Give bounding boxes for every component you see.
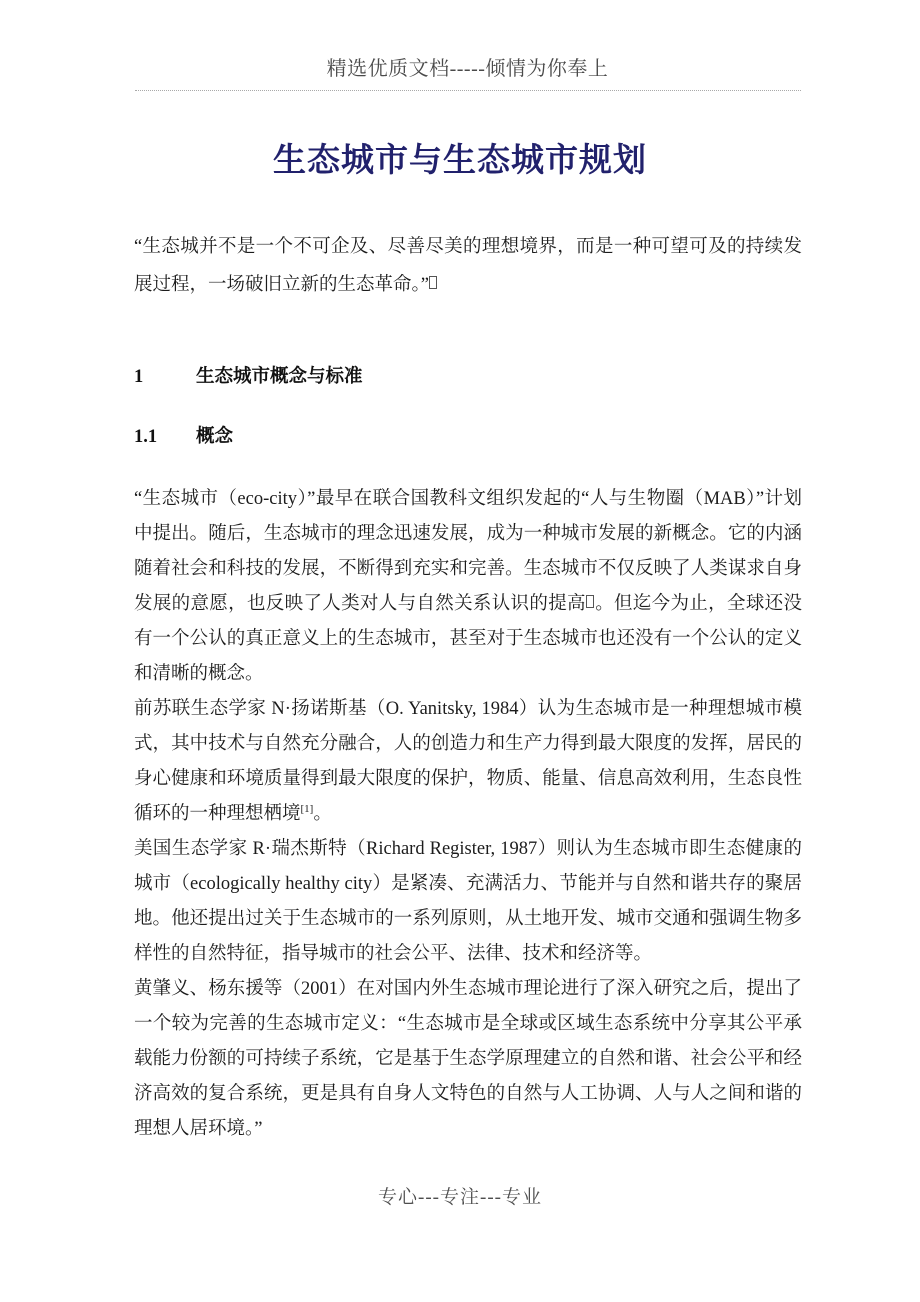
- running-footer: 专心---专注---专业: [378, 1187, 542, 1208]
- running-header: 精选优质文档-----倾情为你奉上: [326, 58, 609, 80]
- section-title: 生态城市概念与标准: [196, 367, 363, 387]
- page-title: 生态城市与生态城市规划: [273, 143, 647, 180]
- epigraph-block: [134, 228, 802, 304]
- body-paragraph-3: 美国生态学家 R·瑞杰斯特（Richard Register, 1987）则认为生态城市即生态健康的城市（ecologically healthy city）是紧凑、充满活力、节能并与自然和谐共存的聚居地。他还提出过关于生态城市的一系列原则，从土地开发、城市交通和强调生物多样性的自然特征，指导城市的社会公平、法律、技术和经济等。: [134, 839, 802, 964]
- paragraph-text: 前苏联生态学家 N·扬诺斯基（O. Yanitsky, 1984）认为生态城市是一种理想城市模式，其中技术与自然充分融合，人的创造力和生产力得到最大限度的发挥，居民的身心健康和环境质量得到最大限度的保护，物质、能量、信息高效利用，生态良性循环的一种理想栖境: [134, 699, 802, 824]
- header-divider: [135, 90, 801, 91]
- spacer: [134, 392, 802, 422]
- body-paragraph-4: 黄肇义、杨东援等（2001）在对国内外生态城市理论进行了深入研究之后，提出了一个较为完善的生态城市定义：“生态城市是全球或区域生态系统中分享其公平承载能力份额的可持续子系统，它是基于生态学原理建立的自然和谐、社会公平和经济高效的复合系统，更是具有自身人文特色的自然与人工协调、人与人之间和谐的理想人居环境。”: [134, 979, 802, 1139]
- citation-reference: [1]: [300, 802, 314, 815]
- document-body: [134, 228, 802, 1147]
- body-paragraph-1: [134, 482, 802, 692]
- missing-glyph-icon: [586, 595, 594, 608]
- missing-glyph-icon: [429, 276, 437, 289]
- body-paragraph-2: [134, 692, 802, 832]
- paragraph-text-end: 。: [313, 804, 332, 824]
- section-heading-1: [134, 362, 802, 392]
- section-number: 1: [134, 367, 144, 387]
- section-heading-1-1: [134, 422, 802, 452]
- epigraph-text: “生态城并不是一个不可企及、尽善尽美的理想境界，而是一种可望可及的持续发展过程，一场破旧立新的生态革命。”: [134, 237, 802, 295]
- epigraph-paragraph: [134, 228, 802, 304]
- paragraph-text: “生态城市（eco-city）”最早在联合国教科文组织发起的“人与生物圈（MAB）”计划中提出。随后，生态城市的理念迅速发展，成为一种城市发展的新概念。它的内涵随着社会和科技的发展，不断得到充实和完善。生态城市不仅反映了人类谋求自身发展的意愿，也反映了人类对人与自然关系认识的提高: [134, 489, 802, 614]
- spacer: [134, 452, 802, 482]
- paragraph-text-continued: 。但迄今为止，全球还没有一个公认的真正意义上的生态城市，甚至对于生态城市也还没有一个公认的定义和清晰的概念。: [134, 594, 802, 684]
- subsection-number: 1.1: [134, 427, 158, 447]
- spacer: [134, 304, 802, 362]
- subsection-title: 概念: [196, 427, 234, 447]
